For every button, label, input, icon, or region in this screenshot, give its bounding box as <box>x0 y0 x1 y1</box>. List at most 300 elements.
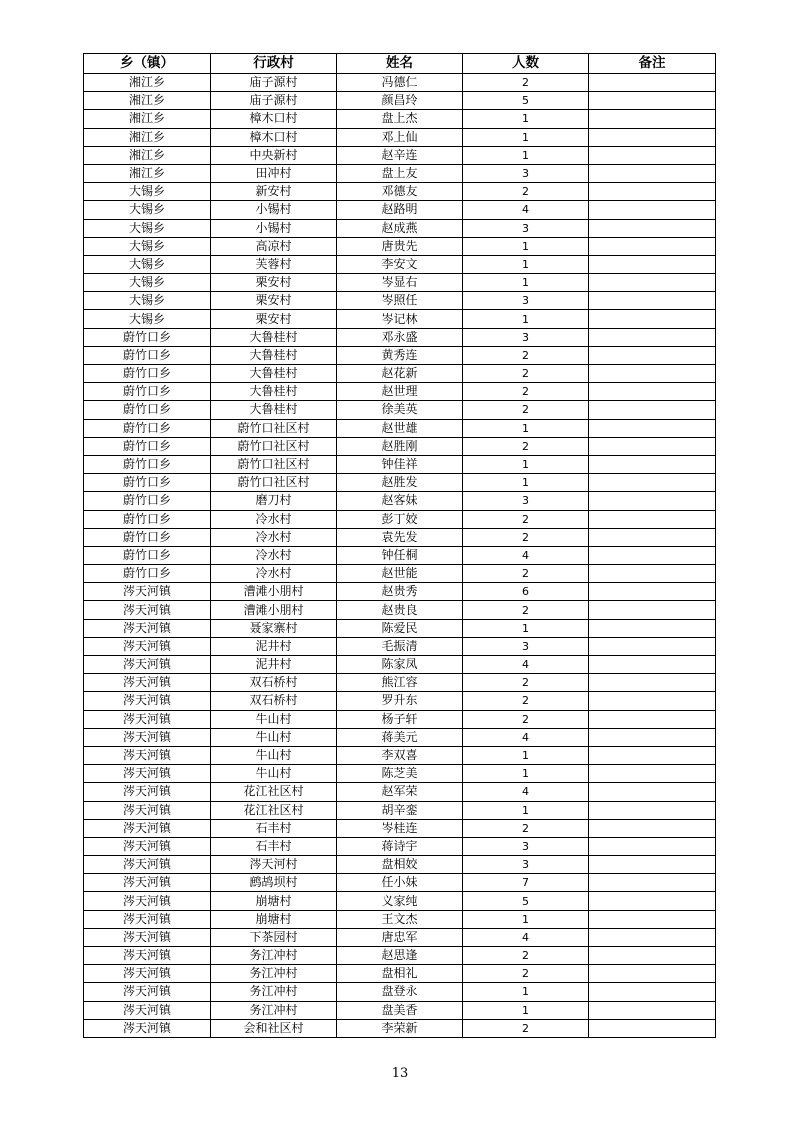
cell-count: 4 <box>463 656 589 674</box>
cell-name: 李安文 <box>337 255 463 273</box>
cell-name: 唐贵先 <box>337 237 463 255</box>
table-row <box>84 455 716 473</box>
cell-count: 3 <box>463 219 589 237</box>
cell-village: 蔚竹口社区村 <box>211 419 337 437</box>
table-row <box>84 183 716 201</box>
cell-village: 牛山村 <box>211 710 337 728</box>
cell-township: 涔天河镇 <box>84 619 211 637</box>
cell-village: 蔚竹口社区村 <box>211 437 337 455</box>
cell-village: 庙子源村 <box>211 74 337 92</box>
cell-township: 涔天河镇 <box>84 746 211 764</box>
cell-remarks <box>589 401 716 419</box>
table-row <box>84 746 716 764</box>
cell-count: 2 <box>463 383 589 401</box>
cell-count: 2 <box>463 346 589 364</box>
cell-township: 涔天河镇 <box>84 965 211 983</box>
cell-count: 1 <box>463 110 589 128</box>
cell-village: 大鲁桂村 <box>211 328 337 346</box>
cell-name: 赵世雄 <box>337 419 463 437</box>
cell-name: 黄秀连 <box>337 346 463 364</box>
cell-count: 2 <box>463 437 589 455</box>
cell-township: 大锡乡 <box>84 274 211 292</box>
cell-village: 漕滩小朋村 <box>211 601 337 619</box>
cell-name: 盘美香 <box>337 1001 463 1019</box>
cell-remarks <box>589 601 716 619</box>
cell-name: 盘上友 <box>337 164 463 182</box>
table-row <box>84 856 716 874</box>
cell-township: 大锡乡 <box>84 237 211 255</box>
cell-name: 赵世理 <box>337 383 463 401</box>
cell-remarks <box>589 455 716 473</box>
cell-remarks <box>589 146 716 164</box>
cell-name: 唐忠军 <box>337 928 463 946</box>
cell-township: 湘江乡 <box>84 164 211 182</box>
cell-name: 岑记林 <box>337 310 463 328</box>
cell-village: 冷水村 <box>211 565 337 583</box>
cell-count: 4 <box>463 728 589 746</box>
cell-remarks <box>589 365 716 383</box>
table-row <box>84 656 716 674</box>
table-row <box>84 583 716 601</box>
cell-remarks <box>589 383 716 401</box>
cell-township: 大锡乡 <box>84 183 211 201</box>
cell-name: 袁先发 <box>337 528 463 546</box>
cell-township: 湘江乡 <box>84 128 211 146</box>
table-row <box>84 765 716 783</box>
cell-remarks <box>589 346 716 364</box>
cell-name: 陈爱民 <box>337 619 463 637</box>
cell-remarks <box>589 565 716 583</box>
cell-name: 陈家凤 <box>337 656 463 674</box>
cell-remarks <box>589 292 716 310</box>
cell-village: 聂家寨村 <box>211 619 337 637</box>
table-row <box>84 401 716 419</box>
cell-remarks <box>589 619 716 637</box>
cell-township: 大锡乡 <box>84 255 211 273</box>
cell-township: 涔天河镇 <box>84 801 211 819</box>
table-row <box>84 565 716 583</box>
cell-township: 蔚竹口乡 <box>84 510 211 528</box>
cell-village: 花江社区村 <box>211 783 337 801</box>
cell-village: 栗安村 <box>211 310 337 328</box>
table-row <box>84 601 716 619</box>
cell-remarks <box>589 637 716 655</box>
table-row <box>84 892 716 910</box>
table-row <box>84 74 716 92</box>
cell-township: 涔天河镇 <box>84 1001 211 1019</box>
cell-township: 蔚竹口乡 <box>84 419 211 437</box>
table-row <box>84 128 716 146</box>
cell-township: 蔚竹口乡 <box>84 383 211 401</box>
cell-township: 涔天河镇 <box>84 910 211 928</box>
cell-township: 蔚竹口乡 <box>84 474 211 492</box>
cell-township: 湘江乡 <box>84 110 211 128</box>
cell-township: 涔天河镇 <box>84 783 211 801</box>
cell-name: 李荣新 <box>337 1019 463 1037</box>
cell-count: 2 <box>463 965 589 983</box>
cell-name: 毛振清 <box>337 637 463 655</box>
roster-table <box>83 53 716 1038</box>
cell-count: 1 <box>463 128 589 146</box>
cell-count: 2 <box>463 401 589 419</box>
cell-township: 涔天河镇 <box>84 928 211 946</box>
cell-village: 大鲁桂村 <box>211 346 337 364</box>
cell-township: 涔天河镇 <box>84 710 211 728</box>
table-row <box>84 164 716 182</box>
cell-remarks <box>589 1001 716 1019</box>
cell-remarks <box>589 492 716 510</box>
table-row <box>84 237 716 255</box>
cell-count: 2 <box>463 365 589 383</box>
cell-village: 泥井村 <box>211 637 337 655</box>
cell-name: 蒋美元 <box>337 728 463 746</box>
cell-remarks <box>589 328 716 346</box>
cell-remarks <box>589 746 716 764</box>
cell-count: 4 <box>463 201 589 219</box>
cell-remarks <box>589 237 716 255</box>
cell-count: 5 <box>463 92 589 110</box>
cell-count: 1 <box>463 765 589 783</box>
cell-name: 邓德友 <box>337 183 463 201</box>
cell-village: 田冲村 <box>211 164 337 182</box>
table-row <box>84 419 716 437</box>
cell-remarks <box>589 274 716 292</box>
table-row <box>84 292 716 310</box>
cell-count: 1 <box>463 274 589 292</box>
cell-village: 双石桥村 <box>211 674 337 692</box>
cell-village: 会和社区村 <box>211 1019 337 1037</box>
cell-name: 邓上仙 <box>337 128 463 146</box>
cell-name: 赵辛连 <box>337 146 463 164</box>
cell-village: 鹧鸪坝村 <box>211 874 337 892</box>
cell-count: 5 <box>463 892 589 910</box>
cell-name: 赵胜发 <box>337 474 463 492</box>
table-row <box>84 819 716 837</box>
cell-name: 李双喜 <box>337 746 463 764</box>
cell-count: 2 <box>463 674 589 692</box>
cell-name: 徐美英 <box>337 401 463 419</box>
cell-village: 泥井村 <box>211 656 337 674</box>
table-row <box>84 874 716 892</box>
cell-township: 涔天河镇 <box>84 837 211 855</box>
cell-village: 中央新村 <box>211 146 337 164</box>
cell-remarks <box>589 874 716 892</box>
cell-township: 大锡乡 <box>84 219 211 237</box>
cell-count: 3 <box>463 292 589 310</box>
cell-township: 蔚竹口乡 <box>84 455 211 473</box>
page-number: 13 <box>391 1066 409 1081</box>
cell-village: 下茶园村 <box>211 928 337 946</box>
cell-remarks <box>589 201 716 219</box>
cell-count: 3 <box>463 637 589 655</box>
cell-township: 湘江乡 <box>84 92 211 110</box>
cell-remarks <box>589 856 716 874</box>
cell-count: 1 <box>463 983 589 1001</box>
cell-township: 蔚竹口乡 <box>84 328 211 346</box>
cell-township: 涔天河镇 <box>84 1019 211 1037</box>
cell-count: 2 <box>463 183 589 201</box>
cell-village: 石丰村 <box>211 819 337 837</box>
table-row <box>84 437 716 455</box>
cell-remarks <box>589 728 716 746</box>
cell-township: 涔天河镇 <box>84 674 211 692</box>
cell-township: 蔚竹口乡 <box>84 492 211 510</box>
cell-name: 陈芝美 <box>337 765 463 783</box>
cell-remarks <box>589 219 716 237</box>
cell-count: 3 <box>463 328 589 346</box>
cell-village: 栗安村 <box>211 274 337 292</box>
cell-village: 务江冲村 <box>211 965 337 983</box>
cell-name: 赵花新 <box>337 365 463 383</box>
table-row <box>84 219 716 237</box>
table-row <box>84 947 716 965</box>
cell-name: 杨子轩 <box>337 710 463 728</box>
cell-count: 1 <box>463 419 589 437</box>
header-count: 人数 <box>463 54 589 74</box>
cell-remarks <box>589 910 716 928</box>
cell-village: 务江冲村 <box>211 947 337 965</box>
cell-village: 石丰村 <box>211 837 337 855</box>
cell-name: 钟任桐 <box>337 546 463 564</box>
cell-count: 2 <box>463 710 589 728</box>
table-row <box>84 201 716 219</box>
cell-village: 磨刀村 <box>211 492 337 510</box>
cell-name: 邓永盛 <box>337 328 463 346</box>
table-row <box>84 910 716 928</box>
cell-remarks <box>589 528 716 546</box>
cell-name: 赵成燕 <box>337 219 463 237</box>
cell-count: 3 <box>463 837 589 855</box>
cell-count: 2 <box>463 528 589 546</box>
cell-village: 花江社区村 <box>211 801 337 819</box>
cell-name: 义家纯 <box>337 892 463 910</box>
table-row <box>84 837 716 855</box>
cell-village: 冷水村 <box>211 528 337 546</box>
cell-remarks <box>589 965 716 983</box>
cell-count: 1 <box>463 474 589 492</box>
cell-remarks <box>589 692 716 710</box>
cell-name: 赵军荣 <box>337 783 463 801</box>
cell-township: 涔天河镇 <box>84 656 211 674</box>
cell-count: 1 <box>463 255 589 273</box>
cell-remarks <box>589 419 716 437</box>
cell-remarks <box>589 801 716 819</box>
cell-village: 小锡村 <box>211 219 337 237</box>
cell-name: 岑显右 <box>337 274 463 292</box>
table-row <box>84 510 716 528</box>
cell-remarks <box>589 783 716 801</box>
cell-count: 1 <box>463 801 589 819</box>
cell-count: 3 <box>463 856 589 874</box>
cell-name: 赵客妹 <box>337 492 463 510</box>
cell-township: 涔天河镇 <box>84 692 211 710</box>
cell-village: 涔天河村 <box>211 856 337 874</box>
cell-name: 赵胜刚 <box>337 437 463 455</box>
cell-township: 蔚竹口乡 <box>84 365 211 383</box>
cell-remarks <box>589 656 716 674</box>
cell-township: 蔚竹口乡 <box>84 546 211 564</box>
cell-township: 涔天河镇 <box>84 765 211 783</box>
table-row <box>84 528 716 546</box>
cell-name: 蒋诗宇 <box>337 837 463 855</box>
cell-township: 蔚竹口乡 <box>84 401 211 419</box>
cell-township: 涔天河镇 <box>84 601 211 619</box>
cell-name: 任小妹 <box>337 874 463 892</box>
cell-name: 冯德仁 <box>337 74 463 92</box>
table-row <box>84 274 716 292</box>
cell-name: 彭丁姣 <box>337 510 463 528</box>
cell-remarks <box>589 1019 716 1037</box>
cell-township: 涔天河镇 <box>84 947 211 965</box>
cell-township: 涔天河镇 <box>84 983 211 1001</box>
cell-remarks <box>589 947 716 965</box>
cell-village: 庙子源村 <box>211 92 337 110</box>
cell-count: 2 <box>463 565 589 583</box>
cell-name: 赵路明 <box>337 201 463 219</box>
cell-village: 务江冲村 <box>211 983 337 1001</box>
cell-township: 涔天河镇 <box>84 856 211 874</box>
cell-count: 1 <box>463 910 589 928</box>
cell-name: 赵思逢 <box>337 947 463 965</box>
cell-township: 涔天河镇 <box>84 819 211 837</box>
cell-remarks <box>589 255 716 273</box>
cell-township: 蔚竹口乡 <box>84 437 211 455</box>
cell-count: 2 <box>463 819 589 837</box>
cell-remarks <box>589 546 716 564</box>
cell-village: 樟木口村 <box>211 110 337 128</box>
cell-name: 颜昌玲 <box>337 92 463 110</box>
table-row <box>84 619 716 637</box>
cell-remarks <box>589 183 716 201</box>
cell-township: 涔天河镇 <box>84 637 211 655</box>
cell-count: 1 <box>463 619 589 637</box>
cell-name: 赵贵秀 <box>337 583 463 601</box>
cell-count: 2 <box>463 947 589 965</box>
cell-village: 牛山村 <box>211 765 337 783</box>
table-row <box>84 383 716 401</box>
cell-township: 涔天河镇 <box>84 728 211 746</box>
cell-remarks <box>589 819 716 837</box>
table-row <box>84 965 716 983</box>
table-row <box>84 928 716 946</box>
cell-remarks <box>589 674 716 692</box>
cell-township: 大锡乡 <box>84 201 211 219</box>
cell-count: 2 <box>463 601 589 619</box>
cell-remarks <box>589 128 716 146</box>
cell-name: 钟佳祥 <box>337 455 463 473</box>
cell-count: 3 <box>463 492 589 510</box>
cell-name: 罗升东 <box>337 692 463 710</box>
table-row <box>84 365 716 383</box>
table-row <box>84 92 716 110</box>
cell-township: 湘江乡 <box>84 146 211 164</box>
cell-name: 胡辛銮 <box>337 801 463 819</box>
cell-village: 蔚竹口社区村 <box>211 474 337 492</box>
cell-village: 高凉村 <box>211 237 337 255</box>
cell-remarks <box>589 892 716 910</box>
table-row <box>84 783 716 801</box>
table-row <box>84 546 716 564</box>
header-remarks: 备注 <box>589 54 716 74</box>
table-row <box>84 146 716 164</box>
cell-village: 冷水村 <box>211 546 337 564</box>
cell-village: 牛山村 <box>211 728 337 746</box>
cell-village: 新安村 <box>211 183 337 201</box>
cell-remarks <box>589 310 716 328</box>
cell-count: 1 <box>463 146 589 164</box>
cell-count: 4 <box>463 928 589 946</box>
cell-count: 4 <box>463 783 589 801</box>
cell-village: 漕滩小朋村 <box>211 583 337 601</box>
table-row <box>84 983 716 1001</box>
cell-village: 蔚竹口社区村 <box>211 455 337 473</box>
cell-count: 1 <box>463 310 589 328</box>
cell-name: 赵贵良 <box>337 601 463 619</box>
cell-remarks <box>589 474 716 492</box>
cell-name: 王文杰 <box>337 910 463 928</box>
table-row <box>84 674 716 692</box>
header-name: 姓名 <box>337 54 463 74</box>
cell-township: 涔天河镇 <box>84 892 211 910</box>
cell-township: 大锡乡 <box>84 292 211 310</box>
cell-count: 3 <box>463 164 589 182</box>
table-row <box>84 1019 716 1037</box>
cell-remarks <box>589 437 716 455</box>
table-body <box>84 74 716 1038</box>
cell-name: 盘登永 <box>337 983 463 1001</box>
cell-village: 芙蓉村 <box>211 255 337 273</box>
table-row <box>84 255 716 273</box>
table-row <box>84 801 716 819</box>
cell-remarks <box>589 583 716 601</box>
table-row <box>84 328 716 346</box>
cell-remarks <box>589 765 716 783</box>
table-row <box>84 710 716 728</box>
cell-village: 冷水村 <box>211 510 337 528</box>
cell-count: 1 <box>463 1001 589 1019</box>
table-row <box>84 492 716 510</box>
cell-township: 蔚竹口乡 <box>84 346 211 364</box>
cell-remarks <box>589 92 716 110</box>
cell-count: 2 <box>463 510 589 528</box>
cell-count: 6 <box>463 583 589 601</box>
cell-village: 大鲁桂村 <box>211 401 337 419</box>
cell-remarks <box>589 74 716 92</box>
cell-count: 7 <box>463 874 589 892</box>
cell-township: 涔天河镇 <box>84 583 211 601</box>
cell-remarks <box>589 710 716 728</box>
cell-name: 岑照任 <box>337 292 463 310</box>
cell-village: 双石桥村 <box>211 692 337 710</box>
cell-name: 盘上杰 <box>337 110 463 128</box>
cell-name: 盘相礼 <box>337 965 463 983</box>
cell-village: 牛山村 <box>211 746 337 764</box>
cell-village: 崩塘村 <box>211 892 337 910</box>
table-row <box>84 346 716 364</box>
cell-village: 栗安村 <box>211 292 337 310</box>
cell-village: 务江冲村 <box>211 1001 337 1019</box>
cell-village: 樟木口村 <box>211 128 337 146</box>
table-row <box>84 310 716 328</box>
cell-village: 大鲁桂村 <box>211 365 337 383</box>
table-row <box>84 728 716 746</box>
header-township: 乡（镇） <box>84 54 211 74</box>
header-village: 行政村 <box>211 54 337 74</box>
cell-name: 熊江容 <box>337 674 463 692</box>
roster-table-container <box>83 53 715 1038</box>
cell-count: 4 <box>463 546 589 564</box>
table-row <box>84 692 716 710</box>
